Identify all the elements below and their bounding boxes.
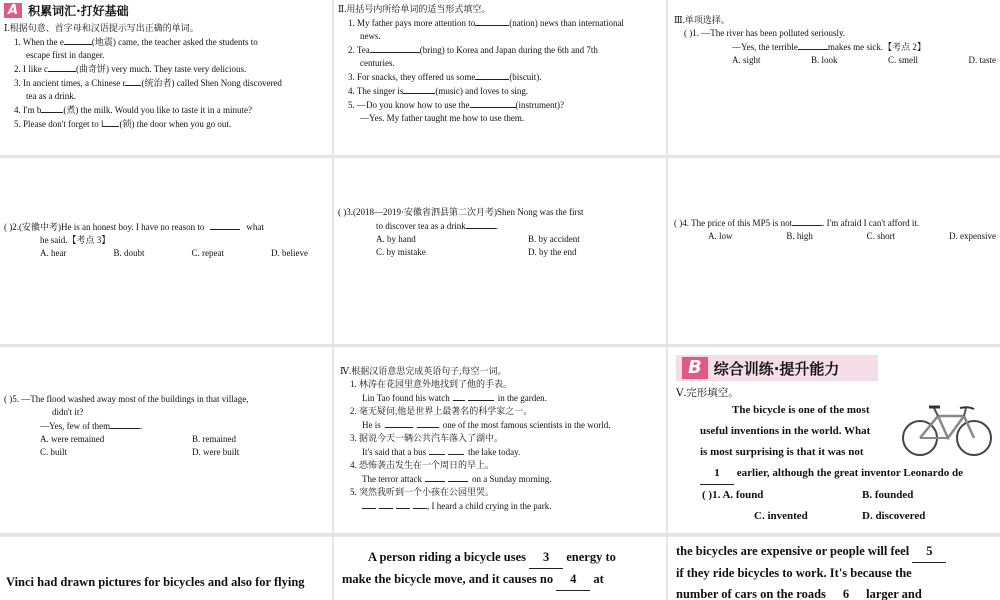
options-iii-2 xyxy=(4,247,328,260)
option-d[interactable]: D. believe xyxy=(271,248,308,258)
option-c[interactable]: C. short xyxy=(866,231,896,241)
instruction-iii: Ⅲ.单项选择。 xyxy=(674,15,730,25)
question-ii-2-cont: centuries. xyxy=(360,58,395,68)
cloze-text-line-b: make the bicycle move, and it causes no 4 at xyxy=(342,569,662,591)
chinese-1: 1. 林涛在花园里意外地找到了他的手表。 xyxy=(350,379,513,389)
question-iii-2: ( )2.(安徽中考)He is an honest boy. I have no reason to what xyxy=(4,222,264,232)
question-i-3-cont: tea as a drink. xyxy=(26,91,76,101)
cloze-question-1 xyxy=(676,485,996,527)
bicycle-icon xyxy=(898,400,996,458)
option-d[interactable]: D. were built xyxy=(192,447,240,457)
question-ii-1: 1. My father pays more attention to (nation) news than international xyxy=(348,18,624,28)
section-a-header xyxy=(4,2,328,19)
chinese-5: 5. 突然我听到一个小孩在公园里哭。 xyxy=(350,487,495,497)
panel-question-2 xyxy=(0,158,332,344)
option-a[interactable]: A. by hand xyxy=(376,234,416,244)
panel-question-5 xyxy=(0,347,332,533)
question-ii-1-cont: news. xyxy=(360,31,381,41)
section-b-title: 综合训练·提升能力 xyxy=(713,359,840,378)
option-d[interactable]: D. expensive xyxy=(948,231,996,241)
question-ii-2: 2. Tea (bring) to Korea and Japan during the 6th and 7th xyxy=(348,45,598,55)
option-c[interactable]: C. by mistake xyxy=(376,247,426,257)
question-iii-3: ( )3.(2018—2019·安徽省泗县第二次月考)Shen Nong was the first xyxy=(338,207,584,217)
question-iii-4: ( )4. The price of this MP5 is not . I'm afraid I can't afford it. xyxy=(674,218,920,228)
option-b[interactable]: B. high xyxy=(786,231,813,241)
question-i-1: 1. When the e (地震) came, the teacher asked the students to xyxy=(14,37,258,47)
options-iii-3 xyxy=(338,233,662,259)
option-b[interactable]: B. doubt xyxy=(113,248,145,258)
question-iii-3-cont: to discover tea as a drink . xyxy=(376,221,498,231)
option-b[interactable]: B. remained xyxy=(192,434,236,444)
panel-translation xyxy=(334,347,666,533)
question-ii-4: 4. The singer is (music) and loves to sing. xyxy=(348,86,529,96)
panel-cloze xyxy=(668,347,1000,533)
option-d[interactable]: D. by the end xyxy=(528,247,577,257)
cloze-text-vinci: Vinci had drawn pictures for bicycles and also for flying xyxy=(6,575,305,589)
panel-question-3 xyxy=(334,158,666,344)
panel-single-choice xyxy=(668,0,1000,155)
option-c[interactable]: C. smell xyxy=(888,55,919,65)
english-1: Lin Tao found his watch in the garden. xyxy=(362,393,547,403)
cloze-passage xyxy=(676,400,996,527)
section-b-badge: B xyxy=(682,357,708,379)
english-4: The terror attack on a Sunday morning. xyxy=(362,474,552,484)
cloze-line-1: The bicycle is one of the most xyxy=(732,404,870,416)
option-a[interactable]: A. sight xyxy=(732,55,761,65)
option-c[interactable]: C. built xyxy=(40,447,68,457)
question-i-5: 5. Please don't forget to l (锁) the door when you go out. xyxy=(14,119,232,129)
panel-word-forms xyxy=(334,0,666,155)
question-ii-3: 3. For snacks, they offered us some (biscuit). xyxy=(348,72,542,82)
english-5: , I heard a child crying in the park. xyxy=(340,499,662,513)
cloze-line-2: useful inventions in the world. What xyxy=(700,425,871,437)
cloze-text-line-e: number of cars on the roads 6 larger and xyxy=(676,584,996,600)
question-ii-5-answer: —Yes. My father taught me how to use them. xyxy=(360,113,525,123)
section-b-header xyxy=(676,355,878,381)
question-i-3: 3. In ancient times, a Chinese r (统治者) called Shen Nong discovered xyxy=(14,78,282,88)
question-i-1-cont: escape first in danger. xyxy=(26,50,105,60)
cloze-line-3: is most surprising is that it was not xyxy=(700,446,864,458)
panel-cloze-cont-1 xyxy=(0,537,332,600)
instruction-i: Ⅰ.根据句意、首字母和汉语提示写出正确的单词。 xyxy=(4,23,199,33)
options-iii-4 xyxy=(674,230,996,243)
option-b[interactable]: B. founded xyxy=(862,489,914,501)
question-iii-2-cont: he said.【考点 3】 xyxy=(40,235,111,245)
question-iii-5-cont: didn't it? xyxy=(52,407,84,417)
option-d[interactable]: D. taste xyxy=(968,55,996,65)
cloze-text-line-c: the bicycles are expensive or people will feel 5 xyxy=(676,541,996,563)
question-ii-5: 5. —Do you know how to use the (instrument)? xyxy=(348,100,564,110)
option-d[interactable]: D. discovered xyxy=(862,510,926,522)
option-a[interactable]: A. hear xyxy=(40,248,67,258)
options-iii-1 xyxy=(674,54,996,67)
question-iii-5: ( )5. —The flood washed away most of the buildings in that village, xyxy=(4,394,249,404)
option-a[interactable]: A. low xyxy=(708,231,733,241)
cloze-line-4: 1 earlier, although the great inventor Leonardo de xyxy=(676,463,996,485)
panel-vocabulary xyxy=(0,0,332,155)
option-a[interactable]: ( )1. A. found xyxy=(702,489,764,501)
section-a-badge: A xyxy=(4,3,22,18)
panel-question-4 xyxy=(668,158,1000,344)
cloze-text-line-a: A person riding a bicycle uses 3 energy to xyxy=(342,547,662,569)
question-i-4: 4. I'm b (煮) the milk. Would you like to taste it in a minute? xyxy=(14,105,252,115)
question-iii-5-answer: —Yes, few of them . xyxy=(40,421,143,431)
option-c[interactable]: C. repeat xyxy=(191,248,224,258)
section-a-title: 积累词汇·打好基础 xyxy=(28,4,129,18)
english-2: He is one of the most famous scientists in the world. xyxy=(362,420,611,430)
options-iii-5 xyxy=(4,433,328,459)
instruction-v: Ⅴ.完形填空。 xyxy=(676,388,739,399)
question-i-2: 2. I like c (曲奇饼) very much. They taste very delicious. xyxy=(14,64,247,74)
option-b[interactable]: B. by accident xyxy=(528,234,580,244)
panel-cloze-cont-2 xyxy=(334,537,666,600)
instruction-iv: Ⅳ.根据汉语意思完成英语句子,每空一词。 xyxy=(340,366,507,376)
chinese-4: 4. 恐怖袭击发生在一个周日的早上。 xyxy=(350,460,495,470)
option-a[interactable]: A. were remained xyxy=(40,434,105,444)
english-3: It's said that a bus the lake today. xyxy=(362,447,521,457)
option-c[interactable]: C. invented xyxy=(754,510,808,522)
chinese-2: 2. 毫无疑问,他是世界上最著名的科学家之一。 xyxy=(350,406,533,416)
chinese-3: 3. 据说今天一辆公共汽车落入了湖中。 xyxy=(350,433,504,443)
question-iii-1: ( )1. —The river has been polluted seriously. xyxy=(684,28,846,38)
option-b[interactable]: B. look xyxy=(811,55,838,65)
question-iii-1-b: —Yes, the terrible makes me sick.【考点 2】 xyxy=(732,42,926,52)
panel-cloze-cont-3 xyxy=(668,537,1000,600)
cloze-text-line-d: if they ride bicycles to work. It's because the xyxy=(676,566,912,580)
instruction-ii: Ⅱ.用括号内所给单词的适当形式填空。 xyxy=(338,4,491,14)
